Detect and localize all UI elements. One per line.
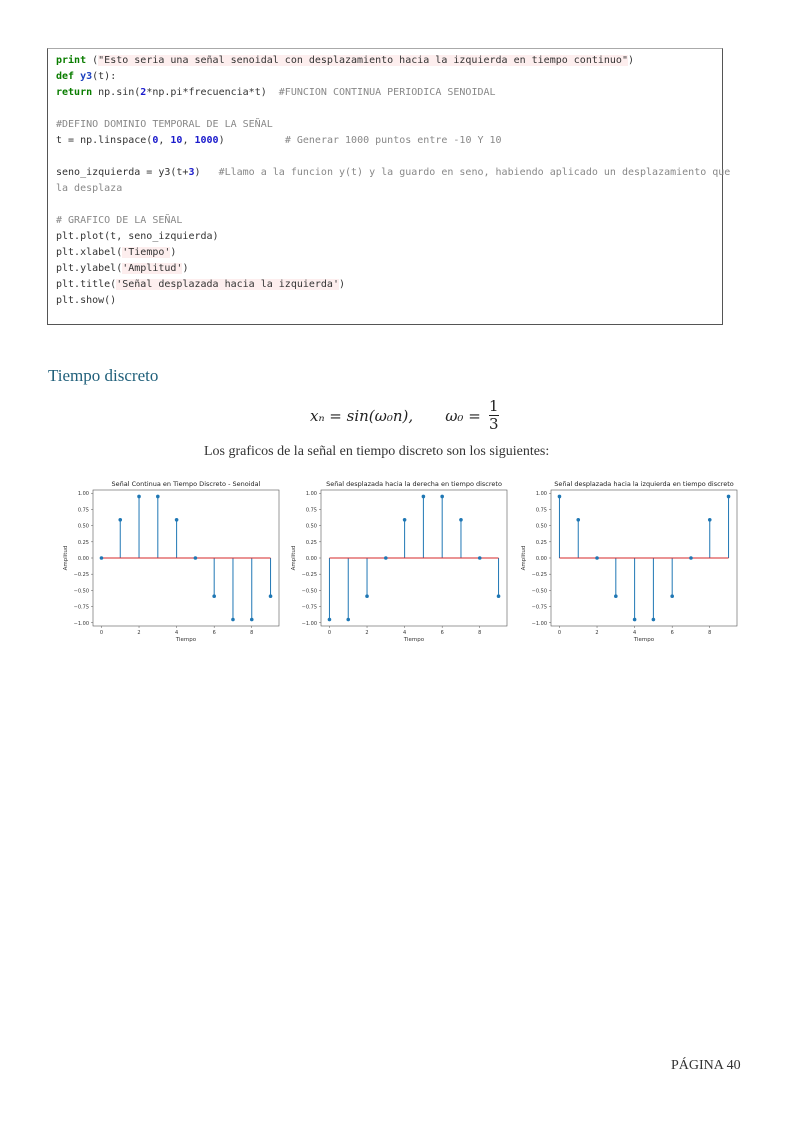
chart-title: Señal Continua en Tiempo Discreto - Senoidal xyxy=(111,480,261,488)
x-tick-label: 4 xyxy=(403,630,407,636)
keyword: def xyxy=(56,71,75,82)
code-text: t = np.linspace( xyxy=(56,135,153,146)
code-text: ) xyxy=(182,263,189,274)
code-line xyxy=(56,133,714,149)
x-tick-label: 0 xyxy=(557,630,562,636)
code-line xyxy=(56,261,714,277)
keyword: print xyxy=(56,55,87,66)
code-text: ) xyxy=(194,167,219,178)
stem-marker xyxy=(614,594,618,598)
chart-title: Señal desplazada hacia la izquierda en tiempo discreto xyxy=(554,480,734,488)
code-line xyxy=(56,293,714,309)
comment: #FUNCION CONTINUA PERIODICA SENOIDAL xyxy=(278,87,496,98)
x-tick-label: 4 xyxy=(633,630,637,636)
x-tick-label: 0 xyxy=(99,630,104,636)
y-tick-label: −0.25 xyxy=(531,572,547,579)
chart-title: Señal desplazada hacia la derecha en tiempo discreto xyxy=(326,480,502,488)
x-axis-label: Tiempo xyxy=(175,637,197,643)
x-tick-label: 2 xyxy=(365,630,369,636)
y-axis-label: Amplitud xyxy=(63,545,69,571)
code-line xyxy=(56,277,714,293)
stem-marker xyxy=(633,618,637,622)
x-tick-label: 4 xyxy=(175,630,179,636)
y-tick-label: −1.00 xyxy=(73,620,89,627)
code-text: plt.show() xyxy=(56,295,117,306)
x-axis-label: Tiempo xyxy=(633,637,655,643)
y-axis-label: Amplitud xyxy=(291,545,297,571)
y-tick-label: −0.75 xyxy=(531,604,547,611)
comment: la desplaza xyxy=(56,183,123,194)
y-tick-label: 0.75 xyxy=(305,507,317,514)
stem-marker xyxy=(497,594,501,598)
code-text: ( xyxy=(86,55,99,66)
string-literal: "Esto seria una señal senoidal con desplazamiento hacia la izquierda en tiempo continuo" xyxy=(98,55,628,66)
code-line xyxy=(56,117,714,133)
x-axis-label: Tiempo xyxy=(403,637,425,643)
stem-marker xyxy=(137,495,141,499)
blank-line xyxy=(56,197,714,213)
number: 1000 xyxy=(194,135,219,146)
paragraph: Los graficos de la señal en tiempo discreto son los siguientes: xyxy=(204,444,550,459)
denominator: 3 xyxy=(489,415,499,433)
y-tick-label: −0.75 xyxy=(301,604,317,611)
stem-marker xyxy=(595,556,599,560)
code-line xyxy=(56,69,714,85)
x-tick-label: 6 xyxy=(670,630,674,636)
stem-marker xyxy=(727,495,731,499)
x-tick-label: 8 xyxy=(250,630,254,636)
y-tick-label: −0.50 xyxy=(73,588,89,595)
stem-marker xyxy=(670,594,674,598)
x-tick-label: 0 xyxy=(327,630,332,636)
code-text: , xyxy=(158,135,171,146)
stem-marker xyxy=(708,518,712,522)
code-text: np.sin( xyxy=(92,87,141,98)
code-line xyxy=(56,53,714,69)
x-tick-label: 8 xyxy=(708,630,712,636)
y-tick-label: −0.25 xyxy=(73,572,89,579)
code-line xyxy=(56,213,714,229)
code-text: plt.title( xyxy=(56,279,117,290)
y-tick-label: 1.00 xyxy=(305,491,317,498)
y-tick-label: 0.00 xyxy=(535,556,547,562)
code-text: plt.xlabel( xyxy=(56,247,123,258)
code-block xyxy=(47,48,731,325)
number: 3 xyxy=(188,167,195,178)
y-tick-label: −0.25 xyxy=(301,572,317,579)
stem-marker xyxy=(652,618,656,622)
stem-marker xyxy=(558,495,562,499)
stem-marker xyxy=(156,495,160,499)
stem-marker xyxy=(212,594,216,598)
number: 10 xyxy=(170,135,183,146)
number: 0 xyxy=(152,135,159,146)
string-literal: 'Amplitud' xyxy=(122,263,183,274)
chart-senoidal xyxy=(57,478,287,643)
y-tick-label: −1.00 xyxy=(301,620,317,627)
y-tick-label: 1.00 xyxy=(77,491,89,498)
y-tick-label: 0.75 xyxy=(77,507,89,514)
blank-line xyxy=(56,149,714,165)
stem-marker xyxy=(422,495,426,499)
string-literal: 'Señal desplazada hacia la izquierda' xyxy=(116,279,339,290)
number: 2 xyxy=(140,87,147,98)
code-text: plt.plot(t, seno_izquierda) xyxy=(56,231,219,242)
comment: #DEFINO DOMINIO TEMPORAL DE LA SEÑAL xyxy=(56,119,273,130)
comment: #Llamo a la funcion y(t) y la guardo en seno, habiendo aplicado un desplazamiento que xyxy=(218,167,731,178)
y-tick-label: 0.50 xyxy=(305,523,317,530)
code-text: seno_izquierda = y3(t+ xyxy=(56,167,189,178)
x-tick-label: 8 xyxy=(478,630,482,636)
y-tick-label: 1.00 xyxy=(535,491,547,498)
code-text: ) xyxy=(218,135,285,146)
y-tick-label: 0.75 xyxy=(535,507,547,514)
chart-right-shift xyxy=(285,478,515,643)
stem-marker xyxy=(403,518,407,522)
stem-marker xyxy=(194,556,198,560)
stem-marker xyxy=(478,556,482,560)
code-line xyxy=(56,85,714,101)
code-text: (t): xyxy=(92,71,117,82)
code-text: ) xyxy=(627,55,634,66)
stem-marker xyxy=(269,594,273,598)
stem-marker xyxy=(175,518,179,522)
formula-omega: ω₀ = xyxy=(445,406,481,425)
y-axis-label: Amplitud xyxy=(521,545,527,571)
stem-marker xyxy=(689,556,693,560)
formula-lhs: xₙ = sin(ω₀n), xyxy=(310,406,414,425)
stem-marker xyxy=(328,618,332,622)
comment: # Generar 1000 puntos entre -10 Y 10 xyxy=(284,135,502,146)
y-tick-label: 0.25 xyxy=(305,539,317,546)
chart-left-shift xyxy=(515,478,745,643)
y-tick-label: −0.75 xyxy=(73,604,89,611)
code-text: , xyxy=(182,135,195,146)
code-text: ) xyxy=(170,247,177,258)
stem-marker xyxy=(118,518,122,522)
y-tick-label: −1.00 xyxy=(531,620,547,627)
x-tick-label: 6 xyxy=(440,630,444,636)
fraction xyxy=(489,398,499,433)
y-tick-label: 0.25 xyxy=(535,539,547,546)
comment: # GRAFICO DE LA SEÑAL xyxy=(56,215,183,226)
y-tick-label: 0.50 xyxy=(535,523,547,530)
blank-line xyxy=(56,101,714,117)
y-tick-label: −0.50 xyxy=(531,588,547,595)
code-line xyxy=(56,245,714,261)
y-tick-label: 0.00 xyxy=(305,556,317,562)
y-tick-label: −0.50 xyxy=(301,588,317,595)
numerator: 1 xyxy=(489,397,499,415)
code-text: ) xyxy=(338,279,346,290)
code-text: *np.pi*frecuencia*t) xyxy=(146,87,279,98)
x-tick-label: 2 xyxy=(137,630,141,636)
stem-marker xyxy=(459,518,463,522)
section-heading: Tiempo discreto xyxy=(48,366,159,385)
stem-marker xyxy=(100,556,104,560)
stem-marker xyxy=(440,495,444,499)
stem-marker xyxy=(384,556,388,560)
stem-marker xyxy=(346,618,350,622)
page-number: PÁGINA 40 xyxy=(671,1058,741,1073)
string-literal: 'Tiempo' xyxy=(122,247,171,258)
stem-marker xyxy=(576,518,580,522)
x-tick-label: 2 xyxy=(595,630,599,636)
formula xyxy=(310,398,499,433)
stem-marker xyxy=(365,594,369,598)
y-tick-label: 0.50 xyxy=(77,523,89,530)
y-tick-label: 0.25 xyxy=(77,539,89,546)
code-line xyxy=(56,181,714,197)
x-tick-label: 6 xyxy=(212,630,216,636)
y-tick-label: 0.00 xyxy=(77,556,89,562)
code-text: plt.ylabel( xyxy=(56,263,123,274)
stem-marker xyxy=(231,618,235,622)
function-name: y3 xyxy=(80,71,93,82)
keyword: return xyxy=(56,87,93,98)
code-line xyxy=(56,229,714,245)
code-line xyxy=(56,165,731,181)
stem-marker xyxy=(250,618,254,622)
